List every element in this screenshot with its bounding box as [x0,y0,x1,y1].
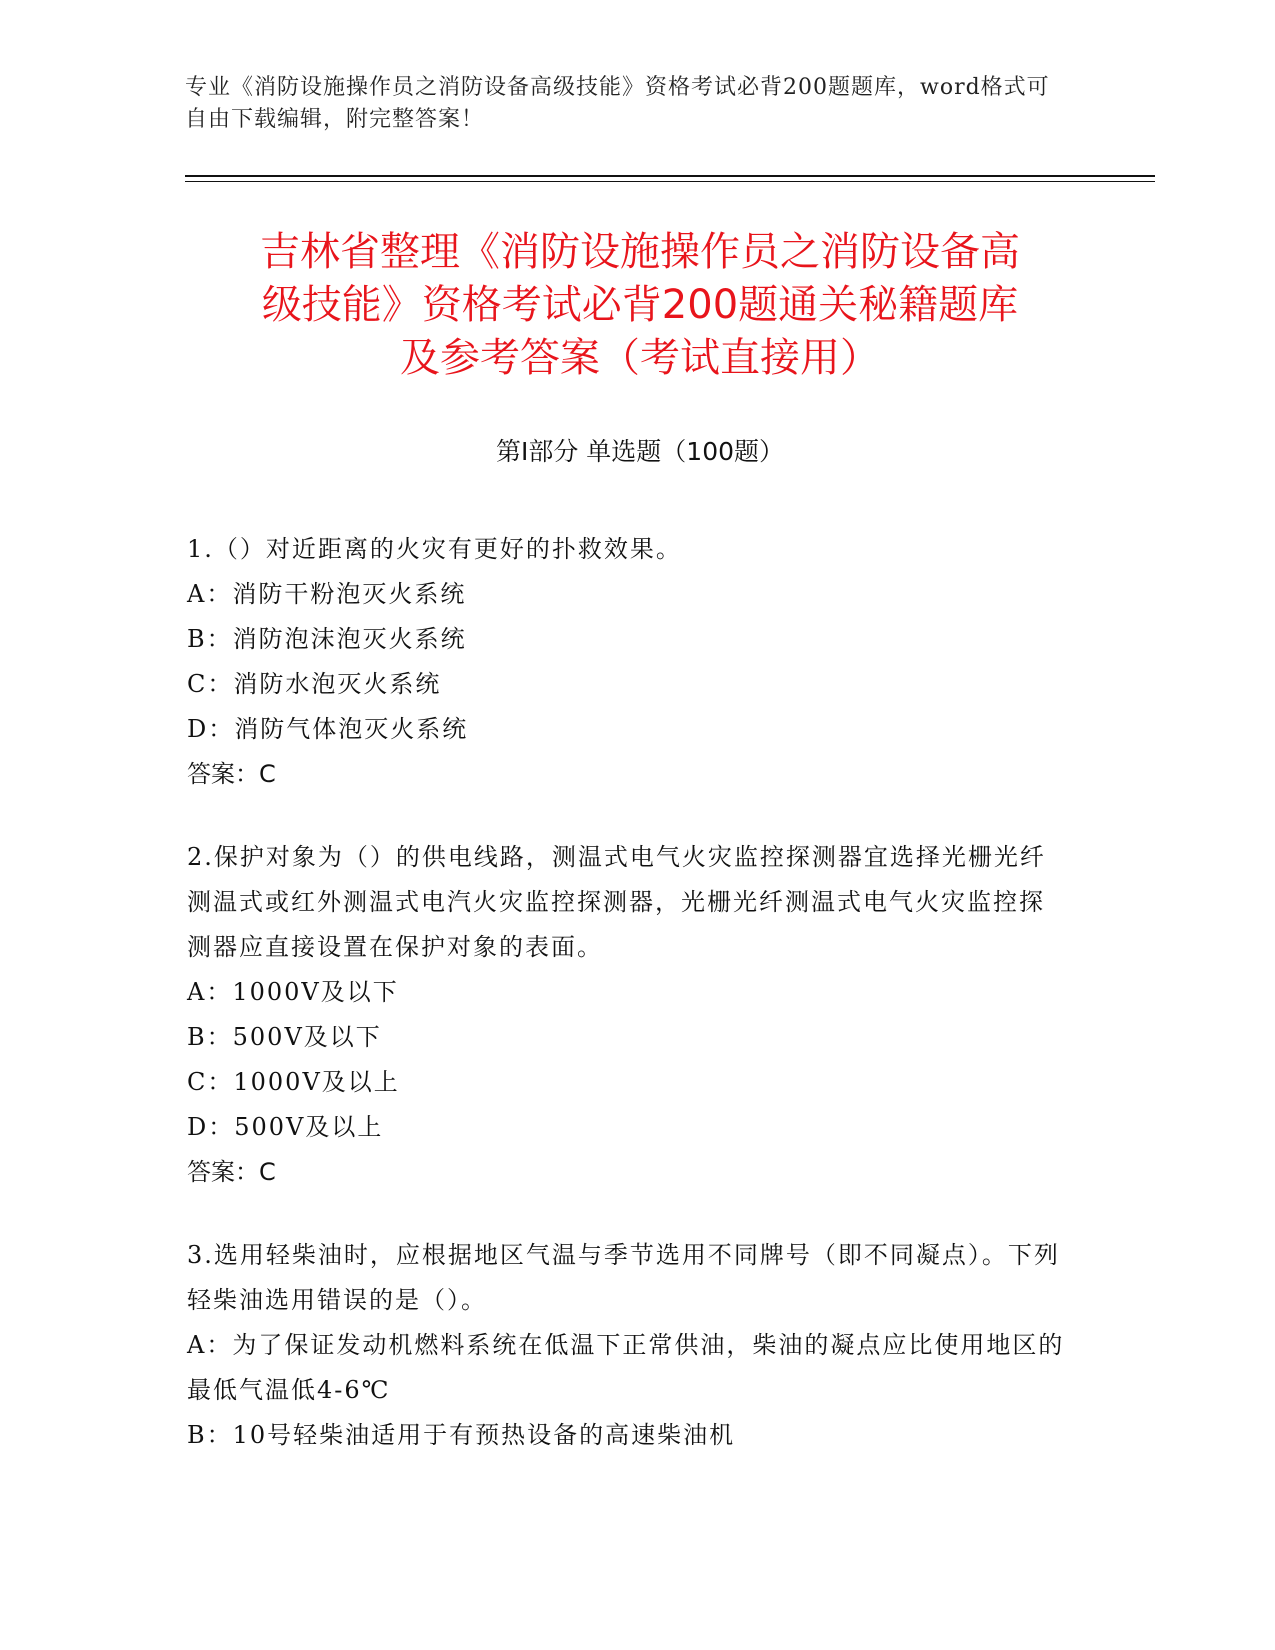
option-a: A：消防干粉泡灭火系统 [187,580,467,608]
option-a: A：为了保证发动机燃料系统在低温下正常供油，柴油的凝点应比使用地区的最低气温低4-6℃ [187,1331,1065,1404]
question-stem: 3.选用轻柴油时，应根据地区气温与季节选用不同牌号（即不同凝点）。下列轻柴油选用错误的是（）。 [187,1241,1060,1314]
question-stem: 1.（）对近距离的火灾有更好的扑救效果。 [187,535,682,563]
header-divider-thick [185,175,1155,177]
option-b: B：10号轻柴油适用于有预热设备的高速柴油机 [187,1421,736,1449]
section-title: 第Ⅰ部分 单选题（100题） [495,437,785,466]
answer: 答案：C [187,1158,276,1186]
question-1 [187,527,1067,797]
answer: 答案：C [187,760,276,788]
question-3 [187,1233,1067,1458]
document-title-line-2: 级技能》资格考试必背200题通关秘籍题库 [261,282,1019,328]
option-d: D：500V及以上 [187,1113,384,1141]
document-title-line-3: 及参考答案（考试直接用） [400,335,880,381]
option-b: B：消防泡沫泡灭火系统 [187,625,467,653]
option-c: C：消防水泡灭火系统 [187,670,442,698]
question-2 [187,835,1067,1195]
document-title [190,226,1090,385]
option-b: B：500V及以下 [187,1023,382,1051]
page-header: 专业《消防设施操作员之消防设备高级技能》资格考试必背200题题库，word格式可自由下载编辑，附完整答案！ [185,75,1050,132]
option-a: A：1000V及以下 [187,978,399,1006]
option-d: D：消防气体泡灭火系统 [187,715,469,743]
question-list [187,527,1067,1496]
header-divider-thin [185,181,1155,182]
question-stem: 2.保护对象为（）的供电线路，测温式电气火灾监控探测器宜选择光栅光纤测温式或红外测温式电汽火灾监控探测器，光栅光纤测温式电气火灾监控探测器应直接设置在保护对象的表面。 [187,843,1046,961]
document-title-line-1: 吉林省整理《消防设施操作员之消防设备高 [260,229,1020,275]
option-c: C：1000V及以上 [187,1068,400,1096]
